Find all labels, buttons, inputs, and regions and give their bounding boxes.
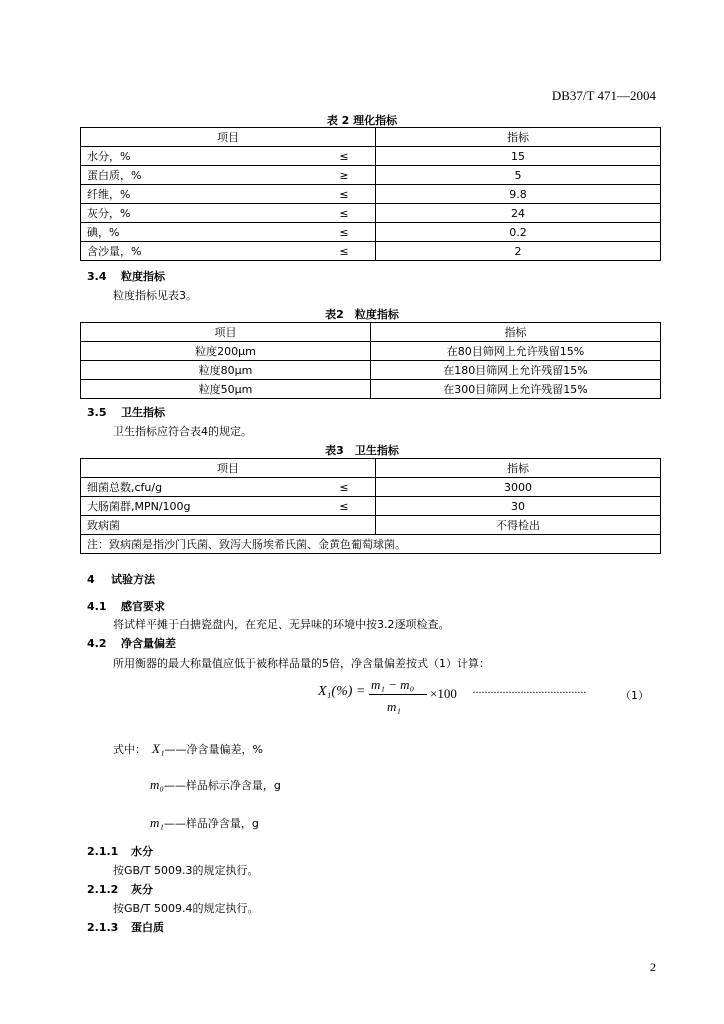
cell-item: 粒度200μm	[81, 342, 371, 361]
table-row	[81, 516, 661, 535]
column-header-item: 项目	[81, 459, 376, 478]
page-number: 2	[650, 960, 656, 974]
table-row	[81, 497, 661, 516]
table-header-row	[81, 323, 661, 342]
table-row	[81, 185, 661, 204]
where-item: m₁——样品净含量，g	[150, 815, 259, 830]
where-clause: 式中： X₁——净含量偏差，%	[113, 741, 263, 756]
table-row	[81, 147, 661, 166]
where-item: m₀——样品标示净含量，g	[150, 777, 281, 792]
hygiene-table	[80, 458, 661, 554]
cell-item: 灰分，%	[81, 204, 314, 223]
table-note-row	[81, 535, 661, 554]
column-header-item: 项目	[81, 128, 376, 147]
section-heading: 4.2 净含量偏差	[87, 637, 176, 650]
cell-value: 在180目筛网上允许残留15%	[371, 361, 661, 380]
formula-lhs: X₁(%) =	[318, 684, 366, 699]
cell-value: 24	[376, 204, 661, 223]
section-body: 按GB/T 5009.3的规定执行。	[113, 864, 259, 877]
cell-value: 2	[376, 242, 661, 261]
cell-item: 蛋白质，%	[81, 166, 314, 185]
section-heading: 4.1 感官要求	[87, 600, 165, 613]
cell-item: 纤维，%	[81, 185, 314, 204]
table-row	[81, 342, 661, 361]
table-caption: 表2 粒度指标	[325, 308, 399, 321]
doc-id: DB37/T 471—2004	[551, 88, 656, 103]
cell-value: 不得检出	[376, 516, 661, 535]
section-heading: 3.5 卫生指标	[87, 406, 165, 419]
cell-operator: ≤	[313, 204, 376, 223]
section-heading: 2.1.3 蛋白质	[87, 921, 164, 934]
equation-number: （1）	[620, 689, 649, 702]
table-row	[81, 242, 661, 261]
table-caption: 表 2 理化指标	[326, 114, 398, 127]
table-row	[81, 478, 661, 497]
cell-value: 在80目筛网上允许残留15%	[371, 342, 661, 361]
cell-item: 粒度80μm	[81, 361, 371, 380]
cell-operator: ≤	[313, 147, 376, 166]
section-body: 按GB/T 5009.4的规定执行。	[113, 902, 259, 915]
table-header-row	[81, 128, 661, 147]
formula-numerator: m₁ − m₀	[371, 677, 415, 692]
cell-operator	[313, 516, 376, 535]
table-row	[81, 361, 661, 380]
cell-value: 3000	[376, 478, 661, 497]
cell-operator: ≤	[313, 242, 376, 261]
cell-operator: ≥	[313, 166, 376, 185]
cell-operator: ≤	[313, 185, 376, 204]
cell-value: 15	[376, 147, 661, 166]
physicochemical-table	[80, 127, 661, 261]
cell-value: 在300目筛网上允许残留15%	[371, 380, 661, 399]
formula-multiplier: ×100	[430, 686, 457, 701]
formula-denominator: m₁	[387, 699, 401, 714]
section-body: 将试样平摊于白搪瓷盘内，在充足、无异味的环境中按3.2逐项检查。	[113, 618, 450, 631]
cell-item: 水分，%	[81, 147, 314, 166]
cell-item: 含沙量，%	[81, 242, 314, 261]
cell-item: 粒度50μm	[81, 380, 371, 399]
section-body: 粒度指标见表3。	[113, 289, 197, 302]
table-row	[81, 223, 661, 242]
cell-item: 致病菌	[81, 516, 314, 535]
cell-value: 30	[376, 497, 661, 516]
cell-value: 5	[376, 166, 661, 185]
table-row	[81, 166, 661, 185]
section-body: 所用衡器的最大称量值应低于被称样品量的5倍，净含量偏差按式（1）计算：	[113, 657, 490, 670]
section-heading: 3.4 粒度指标	[87, 270, 165, 283]
column-header-item: 项目	[81, 323, 371, 342]
section-heading: 2.1.1 水分	[87, 845, 153, 858]
cell-item: 碘，%	[81, 223, 314, 242]
table-note: 注：致病菌是指沙门氏菌、致泻大肠埃希氏菌、金黄色葡萄球菌。	[81, 535, 661, 554]
column-header-value: 指标	[376, 128, 661, 147]
cell-item: 大肠菌群,MPN/100g	[81, 497, 314, 516]
table-caption: 表3 卫生指标	[325, 444, 399, 457]
column-header-value: 指标	[371, 323, 661, 342]
cell-item: 细菌总数,cfu/g	[81, 478, 314, 497]
cell-operator: ≤	[313, 478, 376, 497]
cell-operator: ≤	[313, 497, 376, 516]
fraction-bar	[369, 694, 427, 695]
section-heading: 2.1.2 灰分	[87, 883, 153, 896]
table-row	[81, 204, 661, 223]
section-body: 卫生指标应符合表4的规定。	[113, 425, 252, 438]
particle-size-table	[80, 322, 661, 399]
table-row	[81, 380, 661, 399]
cell-value: 9.8	[376, 185, 661, 204]
column-header-value: 指标	[376, 459, 661, 478]
chapter-heading: 4 试验方法	[87, 573, 155, 586]
cell-operator: ≤	[313, 223, 376, 242]
cell-value: 0.2	[376, 223, 661, 242]
formula-leader-dots: ······································	[472, 685, 586, 699]
table-header-row	[81, 459, 661, 478]
